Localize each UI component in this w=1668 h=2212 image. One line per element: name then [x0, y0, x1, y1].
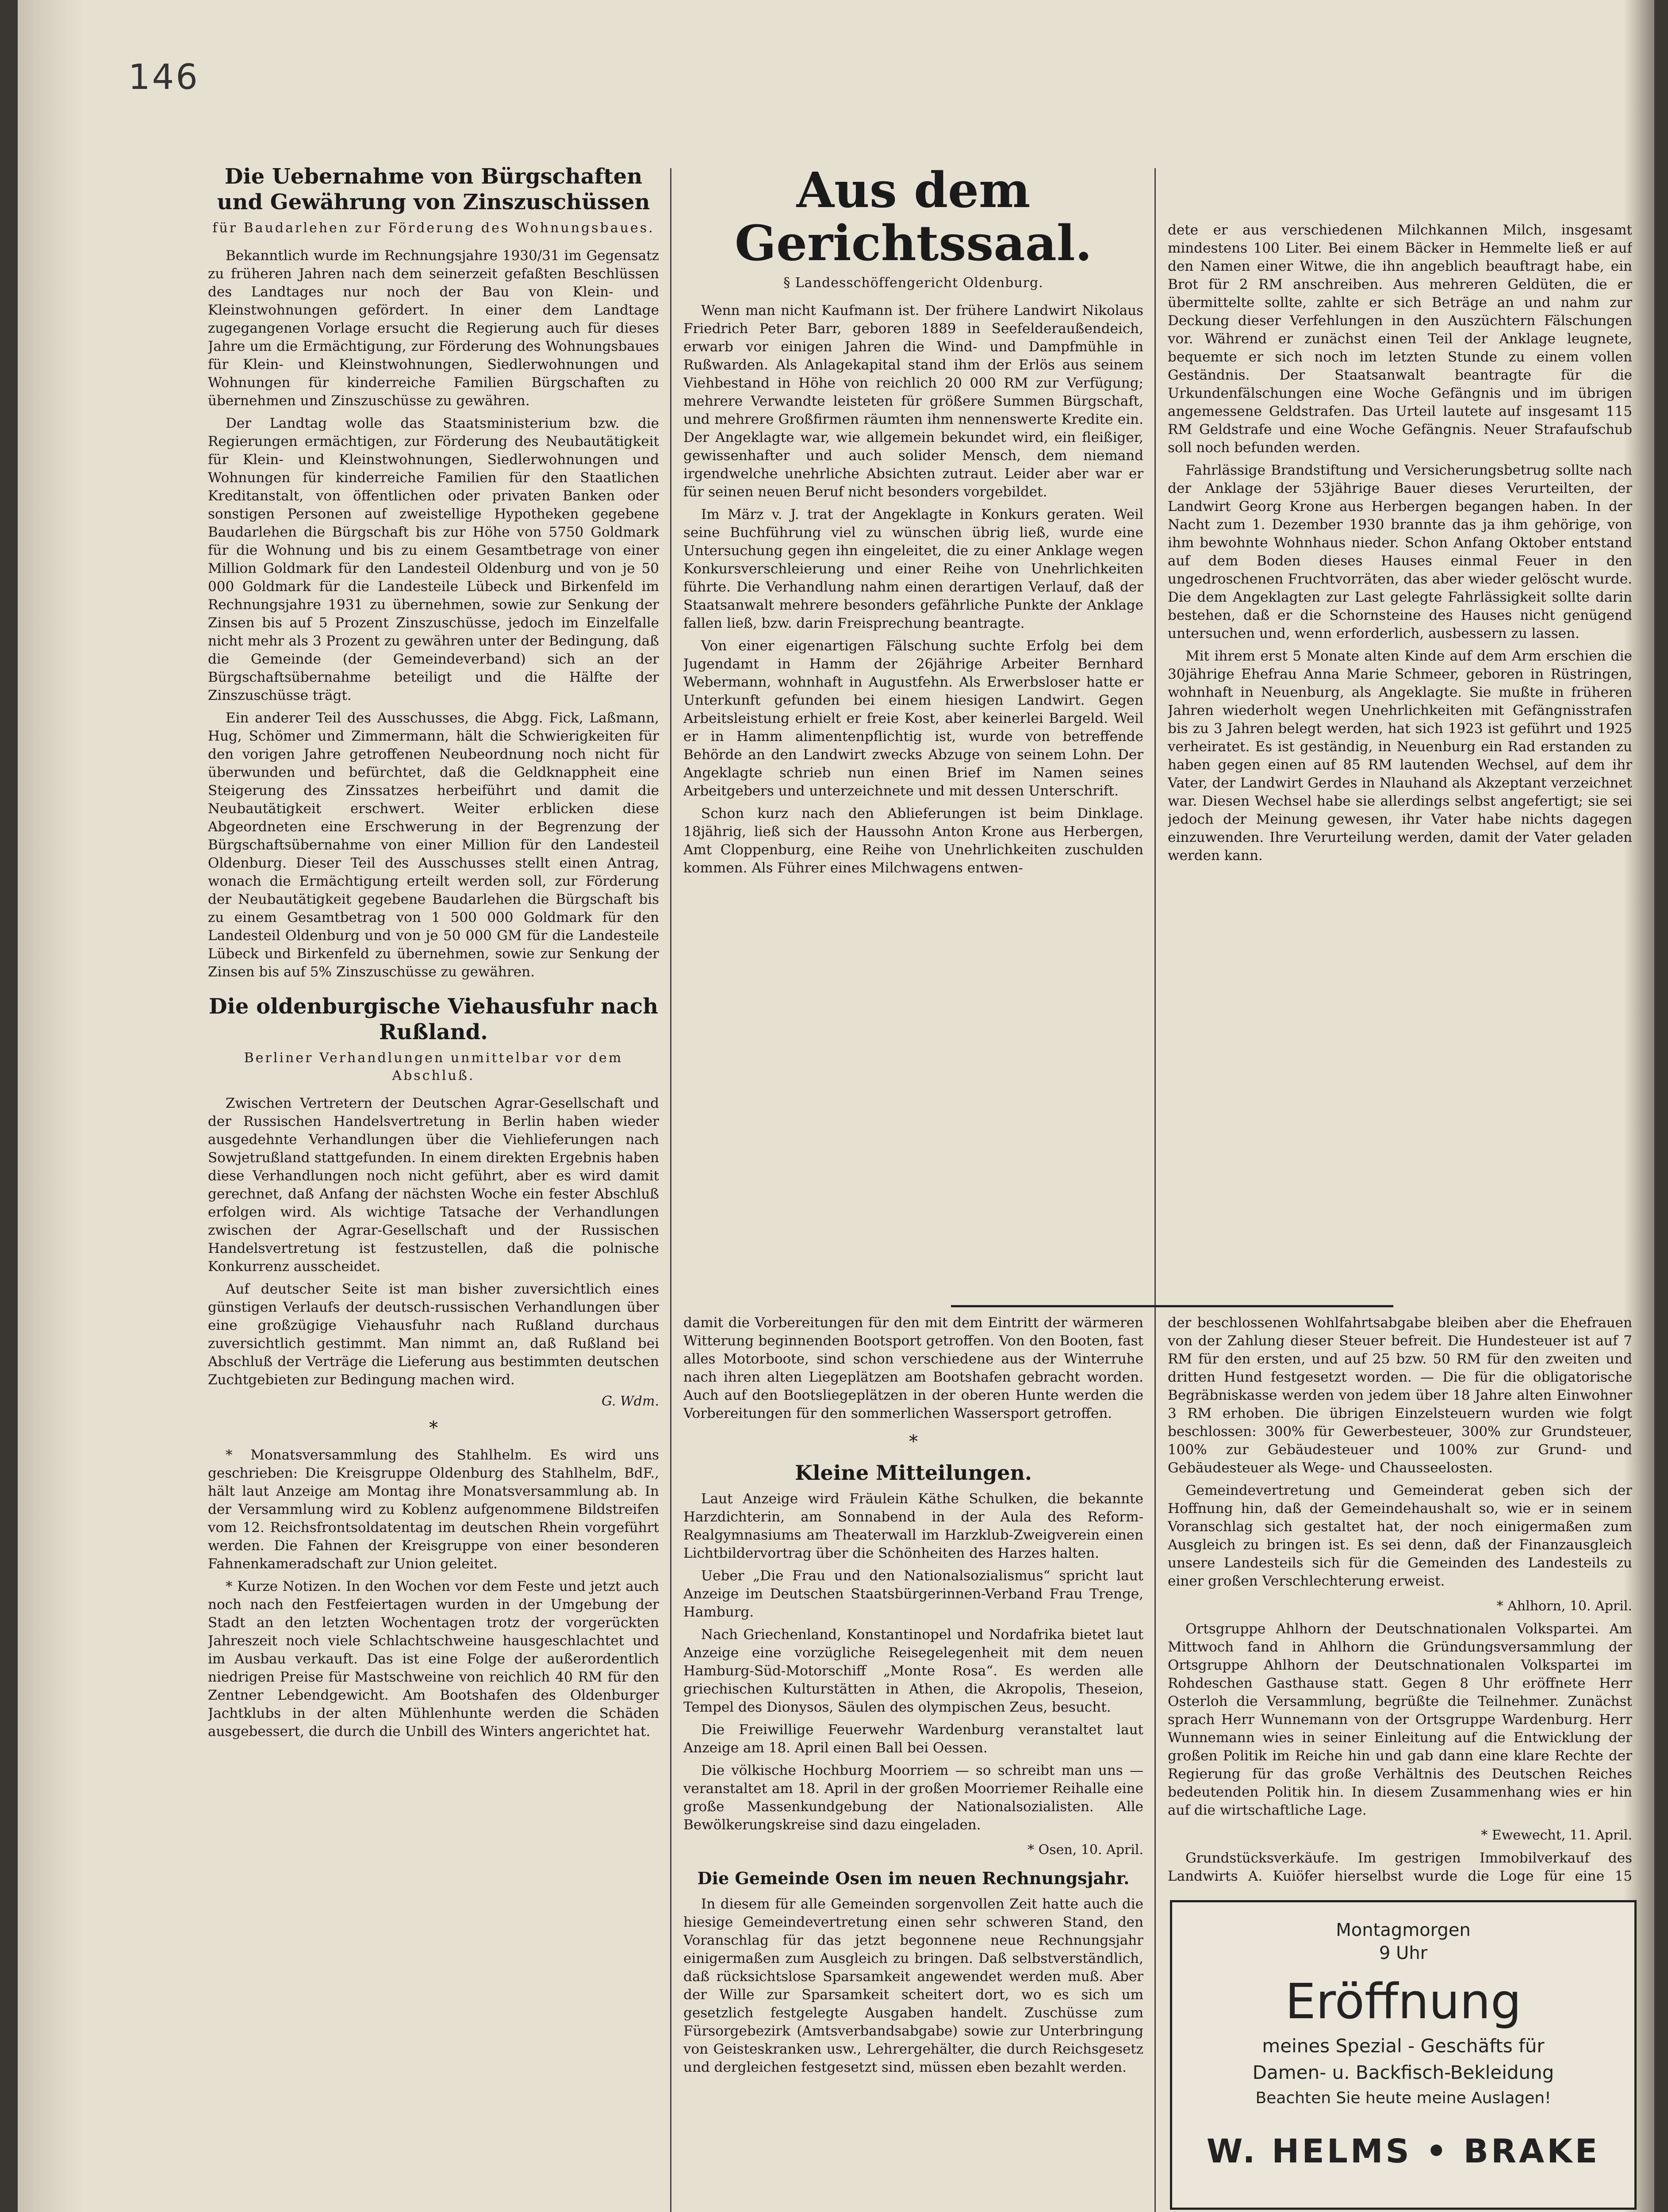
article-paragraph: Gemeindevertretung und Gemeinderat geben sich der Hoffnung hin, daß der Gemeindehaushalt so, wie er in seinem Voranschlag sich gestaltet hat, der noch einigermaßen zum Ausgleich zu bringen ist. Es sei denn, daß der Finanzausgleich unsere Landesteils sich für die Gemeinden des Landesteils zu einer großen Verschlechterung erweist. [1168, 1482, 1632, 1589]
section-separator: * [909, 1432, 918, 1452]
ad-line-notice: Beachten Sie heute meine Auslagen! [1255, 2089, 1551, 2107]
dateline-ahlhorn: * Ahlhorn, 10. April. [1496, 1598, 1632, 1614]
column-rule-left [670, 168, 671, 2212]
ad-line-clothing: Damen- u. Backfisch-Bekleidung [1252, 2062, 1554, 2083]
article-paragraph: Grundstücksverkäufe. Im gestrigen Immobilverkauf des Landwirts A. Kuiöfer hierselbst wurde die Loge für eine 15 [1168, 1850, 1632, 1884]
article-paragraph: In diesem für alle Gemeinden sorgenvollen Zeit hatte auch die hiesige Gemeindevertretung einen sehr schweren Stand, den Voranschlag für das jetzt begonnene neue Rechnungsjahr einigermaßen zum Ausgleich zu bringen. Daß selbstverständlich, daß rücksichtslose Sparsamkeit angewendet werden muß. Aber der Wille zur Sparsamkeit scheitert dort, wo es sich um gesetzlich festgelegte Ausgaben handelt. Zuschüsse zum Fürsorgebezirk (Amtsverbandsabgabe) sowie zur Unterbringung von Geisteskranken usw., Lehrergehälter, die durch Reichsgesetz und dergleichen festgesetzt sind, müssen eben bezahlt werden. [683, 1896, 1143, 2075]
section-separator: * [429, 1418, 438, 1438]
article-paragraph: Auf deutscher Seite ist man bisher zuversichtlich eines günstigen Verlaufs der deutsch-russischen Verhandlungen über eine großzügige Viehausfuhr nach Rußland durchaus zuversichtlich gestimmt. Man nimmt an, daß Rußland bei Abschluß der Verträge die Lieferung aus bestimmten deutschen Zuchtgebieten zur Bedingung machen wird. [208, 1281, 659, 1388]
article-paragraph: Bekanntlich wurde im Rechnungsjahre 1930/31 im Gegensatz zu früheren Jahren nach dem seinerzeit gefaßten Beschlüssen des Landtages nur noch der Bau von Klein- und Kleinstwohnungen gefördert. In einer dem Landtage zugegangenen Vorlage ersucht die Regierung auch für dieses Jahre um die Ermächtigung, zur Förderung des Wohnungsbaues für Klein- und Kleinstwohnungen, Siedlerwohnungen und Wohnungen für kinderreiche Familien Bürgschaften zu übernehmen und Zinszuschüsse zu gewähren. [208, 248, 659, 409]
article-subheading-buergschaften: für Baudarlehen zur Förderung des Wohnungsbaues. [212, 220, 655, 236]
article-paragraph: Ueber „Die Frau und den Nationalsozialismus“ spricht laut Anzeige im Deutschen Staatsbürgerinnen-Verband Frau Trenge, Hamburg. [683, 1568, 1143, 1620]
section-heading-gerichtssaal: Aus dem Gerichtssaal. [735, 164, 1092, 272]
article-paragraph: Schon kurz nach den Ablieferungen ist beim Dinklage. 18jährig, ließ sich der Haussohn Anton Krone aus Herbergen, Amt Cloppenburg, eine Reihe von Unehrlichkeiten zuschulden kommen. Als Führer eines Milchwagens entwen- [683, 806, 1143, 876]
article-paragraph: Laut Anzeige wird Fräulein Käthe Schulken, die bekannte Harzdichterin, am Sonnabend in der Aula des Reform-Realgymnasiums am Theaterwall im Harzklub-Zweigverein einen Lichtbildervortrag über die Schönheiten des Harzes halten. [683, 1491, 1143, 1561]
column-rule-right [1154, 168, 1156, 2212]
column-3-lower [1168, 1314, 1632, 1885]
article-paragraph: Die völkische Hochburg Moorriem — so schreibt man uns — veranstaltet am 18. April in der großen Moorriemer Reihalle eine große Massenkundgebung der Nationalsozialisten. Alle Bewölkerungskreise sind dazu eingeladen. [683, 1763, 1143, 1833]
article-paragraph: Ortsgruppe Ahlhorn der Deutschnationalen Volkspartei. Am Mittwoch fand in Ahlhorn die Gründungsversammlung der Ortsgruppe Ahlhorn der Deutschnationalen Volkspartei im Rohdeschen Gasthause statt. Gegen 8 Uhr eröffnete Herr Osterloh die Versammlung, begrüßte die Teilnehmer. Zunächst sprach Herr Wunnemann von der Ortsgruppe Wardenburg. Herr Wunnemann wies in seiner Einleitung auf die Entwicklung der großen Politik im Reiche hin und gab dann eine klare Rechte der Regierung für das große Verhältnis des Deutschen Reiches bedeutenden Politik hin. In diesem Zusammenhang wies er hin auf die wirtschaftliche Lage. [1168, 1621, 1632, 1818]
section-divider [951, 1305, 1393, 1307]
ad-line-day: Montagmorgen [1336, 1920, 1471, 1940]
column-1 [208, 164, 659, 2212]
column-3 [1168, 221, 1632, 1292]
advertisement-box [1170, 1900, 1637, 2210]
article-paragraph: Ein anderer Teil des Ausschusses, die Abgg. Fick, Laßmann, Hug, Schömer und Zimmermann, hält die Schwierigkeiten für den vorigen Jahre getroffenen Neubeordnung noch nicht für überwunden und befürchtet, daß die Geldknappheit eine Steigerung des Zinssatzes herbeiführt und damit die Neubautätigkeit erschwert. Weiter erblicken diese Abgeordneten eine Erschwerung in der Begrenzung der Bürgschaftsübernahme von einer Million für den Landesteil Oldenburg. Dieser Teil des Ausschusses stellt einen Antrag, wonach die Ermächtigung erteilt werden soll, zur Förderung der Neubautätigkeit gegebene Baudarlehen die Bürgschaft bis zu einem Gesamtbetrag von 1 500 000 Goldmark für den Landesteil Oldenburg und von je 50 000 GM für die Landesteile Lübeck und Birkenfeld zu übernehmen, sowie zur Senkung der Zinsen bis auf 5% Zinszuschüsse zu gewähren. [208, 710, 659, 980]
article-subheading-viehausfuhr: Berliner Verhandlungen unmittelbar vor dem Abschluß. [244, 1050, 623, 1083]
article-paragraph: der beschlossenen Wohlfahrtsabgabe bleiben aber die Ehefrauen von der Zahlung dieser Steuer befreit. Die Hundesteuer ist auf 7 RM für den ersten, und auf 25 bzw. 50 RM für den zweiten und dritten Hund festgesetzt worden. — Die für die obligatorische Begräbniskasse werden von jedem über 18 Jahre alten Einwohner 3 RM erhoben. Die übrigen Einzelsteuern wurden wie folgt beschlossen: 300% für Gewerbesteuer, 300% zur Grundsteuer, 100% zur Gebäudesteuer und 100% zur Grund- und Gebäudesteuer als Wege- und Chausseelosten. [1168, 1315, 1632, 1476]
article-paragraph: Von einer eigenartigen Fälschung suchte Erfolg bei dem Jugendamt in Hamm der 26jährige Arbeiter Bernhard Webermann, wohnhaft in Augustfehn. Als Erwerbsloser hatte er Unterkunft gefunden bei einem hiesigen Landwirt. Gegen Arbeitsleistung erhielt er freie Kost, aber keinerlei Bargeld. Weil er in Hamm alimentenpflichtig ist, wurde von betreffende Behörde an den Landwirt zwecks Abzuge von seinem Lohn. Der Angeklagte schrieb nun einen Brief im Namen seines Arbeitgebers und unterzeichnete und mit dessen Unterschrift. [683, 638, 1143, 799]
article-paragraph: Mit ihrem erst 5 Monate alten Kinde auf dem Arm erschien die 30jährige Ehefrau Anna Marie Schmeer, geboren in Rüstringen, wohnhaft in Neuenburg, als Angeklagte. Sie mußte in früheren Jahren wiederholt wegen Unehrlichkeiten mit Gefängnisstrafen bis zu 3 Jahren belegt werden, hat sich 1923 ist geführt und 1925 verheiratet. Es ist geständig, in Neuenburg ein Rad erstanden zu haben gegen einen auf 85 RM lautenden Wechsel, auf dem ihr Vater, der Landwirt Gerdes in Nlauhand als Akzeptant verzeichnet war. Diesen Wechsel habe sie allerdings selbst angefertigt; sie sei jedoch der Meinung gewesen, ihr Vater habe nichts dagegen einzuwenden. Ihre Verurteilung werden, damit der Vater geladen werden kann. [1168, 648, 1632, 864]
article-heading-osen: Die Gemeinde Osen im neuen Rechnungsjahr. [697, 1868, 1130, 1888]
column-2-lower [683, 1314, 1143, 2212]
dateline-ewewecht: * Ewewecht, 11. April. [1481, 1828, 1632, 1843]
article-paragraph: Zwischen Vertretern der Deutschen Agrar-Gesellschaft und der Russischen Handelsvertretung in Berlin haben wieder ausgedehnte Verhandlungen über die Viehlieferungen nach Sowjetrußland stattgefunden. In einem direkten Ergebnis haben diese Verhandlungen noch nicht geführt, aber es wird damit gerechnet, daß Anfang der nächsten Woche ein fester Abschluß erfolgen wird. Als wichtige Tatsache der Verhandlungen zwischen der Agrar-Gesellschaft und der Russischen Handelsvertretung ist festzustellen, daß die polnische Konkurrenz ausscheidet. [208, 1095, 659, 1275]
court-name: § Landesschöffengericht Oldenburg. [783, 275, 1043, 291]
article-heading-buergschaften: Die Uebernahme von Bürgschaften und Gewährung von Zinszuschüssen [217, 164, 650, 215]
dateline-osen: * Osen, 10. April. [1028, 1842, 1143, 1858]
article-paragraph: dete er aus verschiedenen Milchkannen Milch, insgesamt mindestens 100 Liter. Bei einem Bäcker in Hemmelte ließ er auf den Namen einer Witwe, die ihn angeblich beauftragt habe, ein Brot für 2 RM anschreiben. Aus mehreren Geldüten, die er übermittelte sollte, zahlte er sich Beträge an und nahm zur Deckung dieser Verfehlungen in den Auszüchtern Fälschungen vor. Während er zunächst einen Teil der Anklage leugnete, bequemte er sich noch im letzten Stunde zu einem vollen Geständnis. Der Staatsanwalt beantragte für die Urkundenfälschungen eine Woche Gefängnis und im übrigen angemessene Geldstrafen. Das Urteil lautete auf insgesamt 115 RM Geldstrafe und eine Woche Gefängnis. Neuer Strafaufschub soll noch befunden werden. [1168, 222, 1632, 456]
article-paragraph: Wenn man nicht Kaufmann ist. Der frühere Landwirt Nikolaus Friedrich Peter Barr, geboren 1889 in Seefelderaußendeich, erwarb vor einigen Jahren die Wind- und Dampfmühle in Rußwarden. Als Anlagekapital stand ihm der Erlös aus seinem Viehbestand in Höhe von reichlich 20 000 RM zur Verfügung; mehrere Verwandte leisteten für größere Summen Bürgschaft, und mehrere Großfirmen räumten ihm nennenswerte Kredite ein. Der Angeklagte war, wie allgemein bekundet wird, ein fleißiger, gewissenhafter und auch solider Mensch, dem niemand irgendwelche unehrliche Absichten zutraut. Leider aber war er für seinen neuen Beruf nicht besonders vorgebildet. [683, 303, 1143, 500]
article-paragraph: Der Landtag wolle das Staatsministerium bzw. die Regierungen ermächtigen, zur Förderung des Neubautätigkeit für Klein- und Kleinstwohnungen, Siedlerwohnungen und Wohnungen für kinderreiche Familien für den Staatlichen Kreditanstalt, von öffentlichen oder privaten Banken oder sonstigen Personen auf zweistellige Hypotheken gegebene Baudarlehen die Bürgschaft bis zur Höhe von 5750 Goldmark für die Wohnung und bis zu einem Gesamtbetrage von einer Million Goldmark für den Landesteil Oldenburg und von je 50 000 Goldmark für die Landesteile Lübeck und Birkenfeld im Rechnungsjahre 1931 zu übernehmen, sowie zur Senkung der Zinsen bis auf 5 Prozent Zinszuschüsse, jedoch im Einzelfalle nicht mehr als 3 Prozent zu gewähren unter der Bedingung, daß die Gemeinde (der Gemeindeverband) sich an der Bürgschaftsübernahme beteiligt und die Hälfte der Zinszuschüsse trägt. [208, 415, 659, 703]
ad-line-business: meines Spezial - Geschäfts für [1262, 2035, 1545, 2057]
article-paragraph: Die Freiwillige Feuerwehr Wardenburg veranstaltet laut Anzeige am 18. April einen Ball bei Oessen. [683, 1722, 1143, 1756]
article-paragraph: Nach Griechenland, Konstantinopel und Nordafrika bietet laut Anzeige eine vorzügliche Reisegelegenheit mit dem neuen Hamburg-Süd-Motorschiff „Monte Rosa“. Es werden alle griechischen Kulturstätten in Athen, die Akropolis, Theseion, Tempel des Dionysos, Säulen des olympischen Zeus, besucht. [683, 1627, 1143, 1715]
ad-line-time: 9 Uhr [1379, 1943, 1428, 1963]
article-paragraph: damit die Vorbereitungen für den mit dem Eintritt der wärmeren Witterung beginnenden Bootsport getroffen. Von den Booten, fast alles Motorboote, sind schon verschiedene aus der Winterruhe nach ihren alten Liegeplätzen am Bootshafen gebracht worden. Auch auf den Bootsliegeplätzen in der oberen Hunte werden die Vorbereitungen für den sommerlichen Wassersport getroffen. [683, 1315, 1143, 1421]
page-binding [18, 0, 84, 2212]
article-paragraph: Fahrlässige Brandstiftung und Versicherungsbetrug sollte nach der Anklage der 53jährige Bauer dieses Verurteilten, der Landwirt Georg Krone aus Herbergen begangen haben. In der Nacht zum 1. Dezember 1930 brannte das ja ihm gehörige, von ihm bewohnte Wohnhaus nieder. Schon Anfang Oktober entstand auf dem Boden dieses Hauses einmal Feuer in den ungedroschenen Fruchtvorräten, das aber wieder gelöscht wurde. Die dem Angeklagten zur Last gelegte Fahrlässigkeit sollte darin bestehen, daß er die Schornsteine des Hauses nicht genügend untersuchen und, wenn erforderlich, ausbessern zu lassen. [1168, 462, 1632, 641]
article-signature: G. Wdm. [602, 1394, 659, 1409]
section-heading-mitteilungen: Kleine Mitteilungen. [795, 1461, 1032, 1485]
article-paragraph: * Kurze Notizen. In den Wochen vor dem Feste und jetzt auch noch nach den Festfeiertagen wurden in der Umgebung der Stadt an den letzten Wochentagen trotz der vorgerückten Jahreszeit noch viele Schlachtschweine hausgeschlachtet und im Ausbau verkauft. Das ist eine Folge der außerordentlich niedrigen Preise für Mastschweine von reichlich 40 RM für den Zentner Lebendgewicht. Am Bootshafen des Oldenburger Jachtklubs in der alten Mühlenhunte werden die Schäden ausgebessert, die durch die Unbill des Winters angerichtet hat. [208, 1578, 659, 1740]
page-number: 146 [128, 58, 199, 97]
article-paragraph: * Monatsversammlung des Stahlhelm. Es wird uns geschrieben: Die Kreisgruppe Oldenburg des Stahlhelm, BdF., hält laut Anzeige am Montag ihre Monatsversammlung ab. In der Versammlung wird zu Koblenz aufgenommene Bildstreifen vom 12. Reichsfrontsoldatentag im deutschen Rhein vorgeführt werden. Die Fahnen der Kreisgruppe von einer besonderen Fahnenkameradschaft zur Union geleitet. [208, 1447, 659, 1572]
article-paragraph: Im März v. J. trat der Angeklagte in Konkurs geraten. Weil seine Buchführung viel zu wünschen übrig ließ, wurde eine Untersuchung gegen ihn eingeleitet, die zu einer Anklage wegen Konkursverschleierung und einer Reihe von Unehrlichkeiten führte. Die Verhandlung nahm einen derartigen Verlauf, daß der Staatsanwalt mehrere besonders gefährliche Punkte der Anklage fallen ließ, bzw. darin Freisprechung beantragte. [683, 507, 1143, 631]
newspaper-page [18, 0, 1654, 2212]
ad-firm-name: W. HELMS • BRAKE [1206, 2132, 1600, 2170]
article-heading-viehausfuhr: Die oldenburgische Viehausfuhr nach Rußland. [209, 994, 658, 1045]
ad-headline: Eröffnung [1285, 1973, 1522, 2030]
